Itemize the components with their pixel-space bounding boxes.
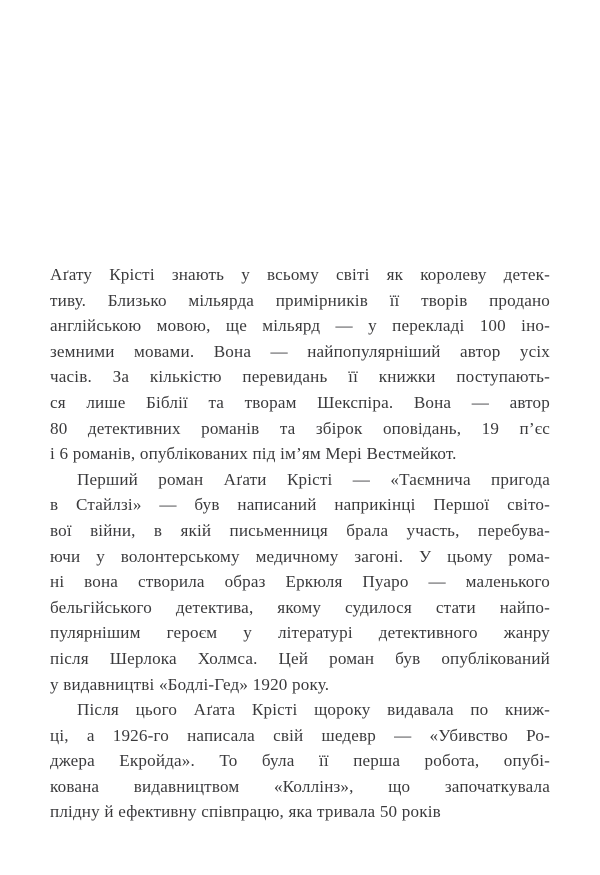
- text-line: [50, 262, 550, 288]
- text-line: [50, 339, 550, 365]
- text-line-content: ці, а 1926-го написала свій шедевр — «Убивство Ро-: [50, 725, 550, 745]
- text-line: [50, 646, 550, 672]
- text-line-content: бельгійського детектива, якому судилося стати найпо-: [50, 597, 550, 617]
- text-line: [50, 799, 550, 825]
- text-line-content: і 6 романів, опублікованих під ім’ям Мері Вестмейкот.: [50, 444, 457, 464]
- text-line: [50, 774, 550, 800]
- text-line-content: часів. За кількістю перевидань її книжки поступають-: [50, 367, 550, 387]
- text-line: [50, 313, 550, 339]
- paragraph: [50, 262, 550, 467]
- text-line-content: Аґату Крісті знають у всьому світі як королеву детек-: [50, 265, 550, 284]
- text-line-content: 80 детективних романів та збірок оповідань, 19 п’єс: [50, 418, 550, 438]
- text-line-content: в Стайлзі» — був написаний наприкінці Першої світо-: [50, 495, 550, 515]
- text-line-content: пулярнішим героєм у літературі детективного жанру: [50, 623, 550, 643]
- text-line: [50, 569, 550, 595]
- text-line-content: вої війни, в якій письменниця брала участь, перебува-: [50, 520, 550, 540]
- text-line: [50, 390, 550, 416]
- text-line: [50, 364, 550, 390]
- text-line: [50, 492, 550, 518]
- text-line: [50, 620, 550, 646]
- text-line: [50, 288, 550, 314]
- text-line: [50, 467, 550, 493]
- text-line: [50, 416, 550, 442]
- text-line-content: ся лише Біблії та творам Шекспіра. Вона — автор: [50, 392, 550, 412]
- text-line: [50, 544, 550, 570]
- text-line-content: ні вона створила образ Еркюля Пуаро — маленького: [50, 572, 550, 592]
- text-line-content: тиву. Близько мільярда примірників її творів продано: [50, 290, 550, 310]
- text-line-content: у видавництві «Бодлі-Гед» 1920 року.: [50, 674, 330, 694]
- paragraph: [50, 467, 550, 697]
- text-line-content: земними мовами. Вона — найпопулярніший автор усіх: [50, 341, 550, 361]
- text-line-content: плідну й ефективну співпрацю, яка тривала 50 років: [50, 802, 441, 822]
- paragraph: [50, 697, 550, 825]
- text-line-content: Після цього Аґата Крісті щороку видавала по книж-: [77, 700, 550, 720]
- text-line: [50, 748, 550, 774]
- text-line: [50, 441, 550, 467]
- text-line-content: джера Екройда». То була її перша робота, опубі-: [50, 751, 550, 771]
- text-line-content: кована видавництвом «Коллінз», що започаткувала: [50, 776, 550, 796]
- body-text-column: [50, 262, 550, 825]
- text-line-content: після Шерлока Холмса. Цей роман був опублікований: [50, 648, 550, 668]
- text-line-content: Перший роман Аґати Крісті — «Таємнича пригода: [77, 469, 550, 489]
- text-line: [50, 518, 550, 544]
- text-line: [50, 723, 550, 749]
- text-line: [50, 595, 550, 621]
- text-line-content: ючи у волонтерському медичному загоні. У цьому рома-: [50, 546, 550, 566]
- text-line: [50, 697, 550, 723]
- text-line: [50, 672, 550, 698]
- text-line-content: англійською мовою, ще мільярд — у перекладі 100 іно-: [50, 316, 550, 336]
